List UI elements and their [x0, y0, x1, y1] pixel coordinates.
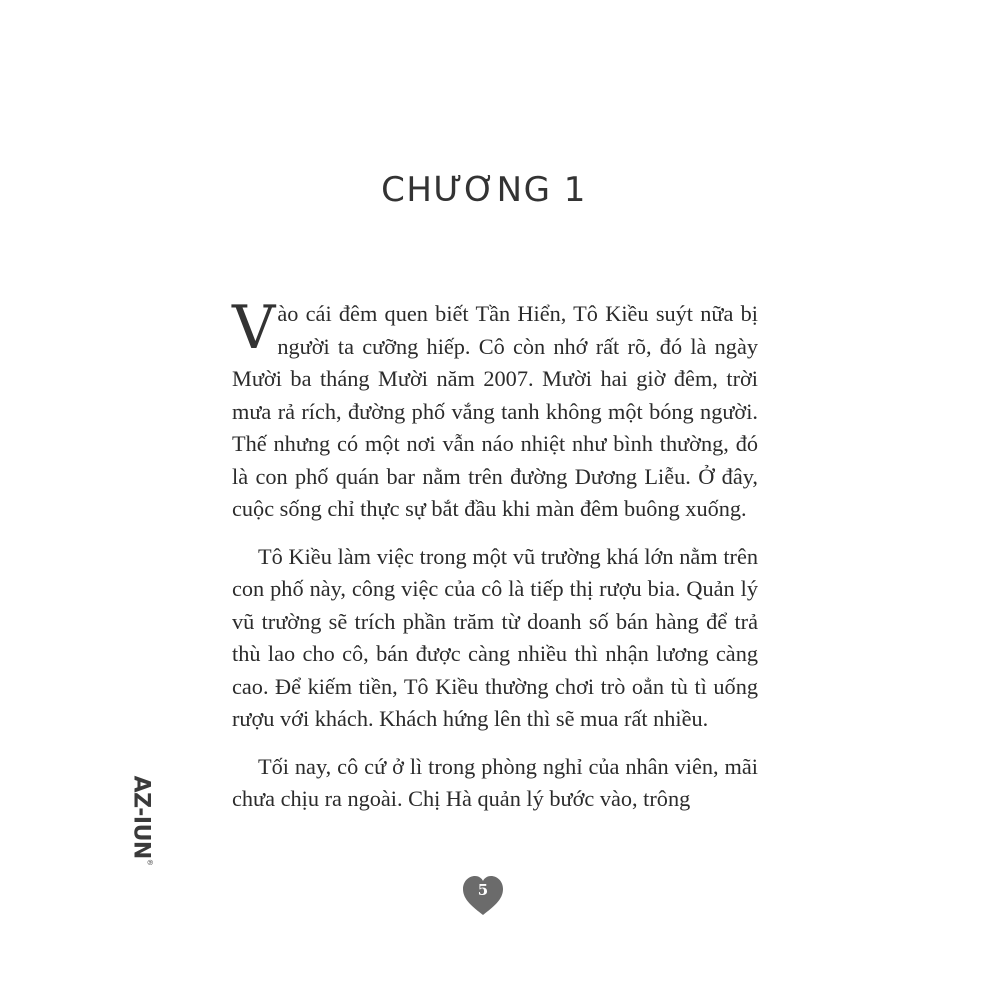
chapter-body: [232, 293, 758, 816]
registered-mark: ®: [145, 858, 154, 866]
paragraph-1-text: ào cái đêm quen biết Tần Hiển, Tô Kiều suýt nữa bị người ta cưỡng hiếp. Cô còn nhớ rất rõ, đó là ngày Mười ba tháng Mười năm 2007. Mười hai giờ đêm, trời mưa rả rích, đường phố vắng tanh không một bóng người. Thế nhưng có một nơi vẫn náo nhiệt như bình thường, đó là con phố quán bar nằm trên đường Dương Liễu. Ở đây, cuộc sống chỉ thực sự bắt đầu khi màn đêm buông xuống.: [232, 301, 758, 521]
drop-cap: V: [232, 293, 276, 363]
paragraph-2: Tô Kiều làm việc trong một vũ trường khá lớn nằm trên con phố này, công việc của cô là tiếp thị rượu bia. Quản lý vũ trường sẽ trích phần trăm từ doanh số bán hàng để trả thù lao cho cô, bán được càng nhiều thì nhận lương càng cao. Để kiếm tiền, Tô Kiều thường chơi trò oẳn tù tì uống rượu với khách. Khách hứng lên thì sẽ mua rất nhiều.: [232, 543, 758, 731]
publisher-logo: [128, 776, 153, 866]
publisher-logo-text: AZ-IUN: [128, 775, 154, 859]
chapter-title: CHƯƠNG 1: [381, 170, 587, 210]
page-number: 5: [477, 881, 489, 899]
paragraph-3: Tối nay, cô cứ ở lì trong phòng nghỉ của nhân viên, mãi chưa chịu ra ngoài. Chị Hà quản lý bước vào, trông: [232, 753, 758, 811]
page-number-badge: [459, 871, 507, 919]
paragraph-1: [232, 293, 758, 526]
